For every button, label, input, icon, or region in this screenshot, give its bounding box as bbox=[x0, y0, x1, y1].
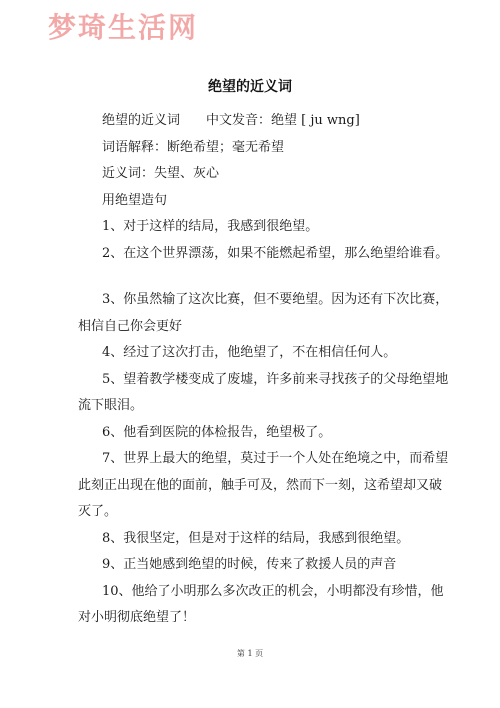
sentence-item: 2、在这个世界漂荡，如果不能燃起希望，那么绝望给谁看。 bbox=[102, 245, 449, 261]
sentence-item: 4、经过了这次打击，他绝望了，不在相信任何人。 bbox=[102, 345, 397, 360]
site-watermark: 梦琦生活网 bbox=[48, 11, 199, 44]
page-title: 绝望的近义词 bbox=[208, 79, 292, 95]
intro-line: 绝望的近义词 中文发音：绝望 [ ju wng] bbox=[102, 113, 360, 128]
sentence-item: 3、你虽然输了这次比赛，但不要绝望。因为还有下次比赛，相信自己你会更好 bbox=[78, 292, 449, 334]
sentence-item: 6、他看到医院的体检报告，绝望极了。 bbox=[102, 424, 332, 440]
sentence-item: 5、望着教学楼变成了废墟，许多前来寻找孩子的父母绝望地流下眼泪。 bbox=[78, 371, 449, 413]
intro-synonyms: 近义词：失望、灰心 bbox=[102, 166, 220, 181]
page-number: 第 1 页 bbox=[236, 649, 264, 658]
sentence-item: 1、对于这样的结局，我感到很绝望。 bbox=[102, 219, 319, 234]
paragraph-gap bbox=[78, 267, 450, 287]
intro-heading: 用绝望造句 bbox=[102, 192, 168, 208]
intro-definition: 词语解释：断绝希望；毫无希望 bbox=[102, 139, 285, 155]
sentence-item: 8、我很坚定，但是对于这样的结局，我感到很绝望。 bbox=[102, 530, 410, 546]
document-body bbox=[78, 108, 450, 632]
sentence-item: 7、世界上最大的绝望，莫过于一个人处在绝境之中，而希望此刻正出现在他的面前，触手可及，然而下一刻，这希望却又破灭了。 bbox=[78, 451, 449, 519]
sentence-item: 9、正当她感到绝望的时候，传来了救援人员的声音 bbox=[102, 557, 397, 572]
sentence-item: 10、他给了小明那么多次改正的机会，小明都没有珍惜，他对小明彻底绝望了！ bbox=[78, 583, 444, 625]
